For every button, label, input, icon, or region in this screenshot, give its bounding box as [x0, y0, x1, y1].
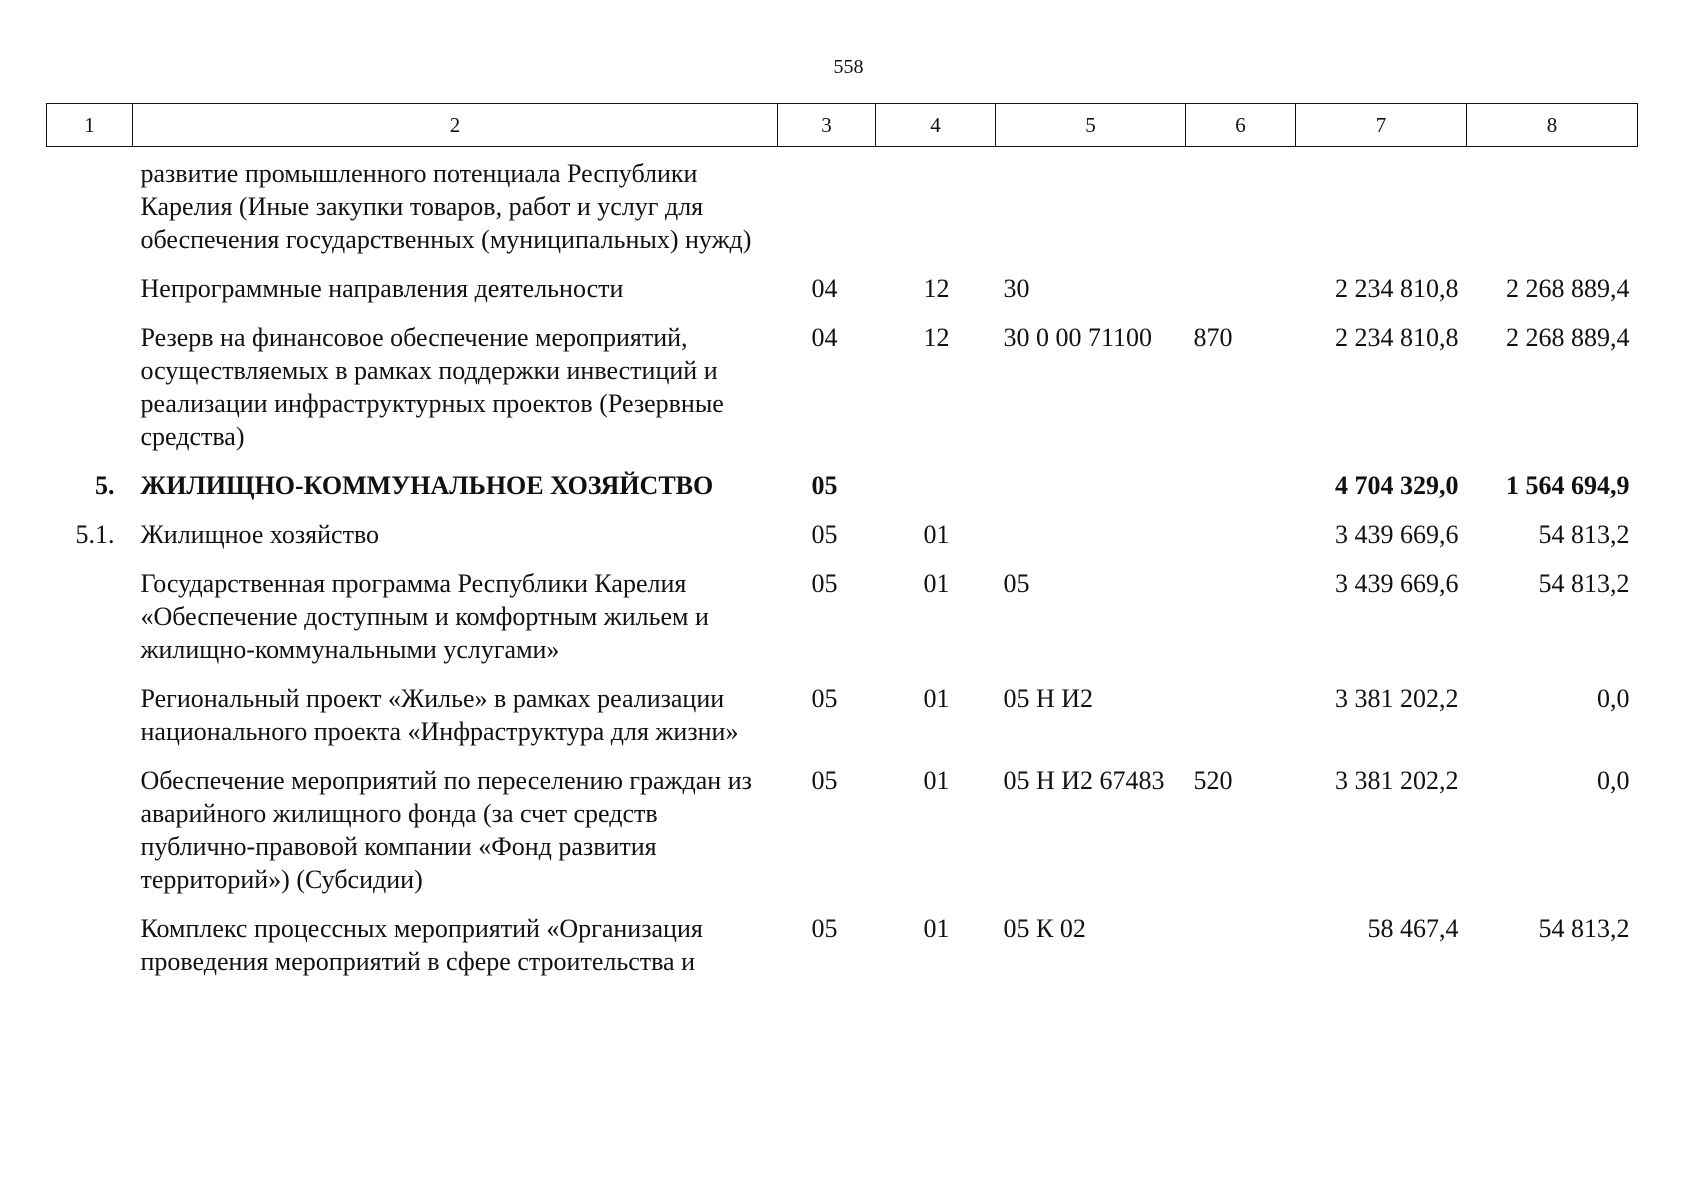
section-code-cell: 05	[811, 684, 838, 713]
expense-type-cell: 520	[1193, 766, 1233, 795]
column-header: 8	[1467, 104, 1638, 147]
table-row	[47, 567, 1638, 682]
row-number-cell	[47, 272, 133, 321]
amount-year1-cell	[1296, 147, 1467, 273]
table-row	[47, 272, 1638, 321]
expense-type-cell	[1186, 469, 1296, 518]
table-row	[47, 912, 1638, 994]
column-header: 7	[1296, 104, 1467, 147]
row-number-cell: 5.	[95, 471, 115, 500]
table-row	[47, 321, 1638, 469]
subsection-code-cell: 12	[923, 274, 950, 303]
target-article-cell: 05	[1003, 569, 1030, 598]
row-number-cell	[47, 912, 133, 994]
amount-year2-cell: 54 813,2	[1538, 569, 1630, 598]
table-row	[47, 682, 1638, 764]
amount-year2-cell	[1467, 147, 1638, 273]
amount-year2-cell: 1 564 694,9	[1506, 471, 1630, 500]
section-code-cell: 05	[811, 766, 838, 795]
expense-type-cell	[1186, 272, 1296, 321]
amount-year1-cell: 58 467,4	[1367, 914, 1459, 943]
amount-year2-cell: 2 268 889,4	[1506, 323, 1630, 352]
subsection-code-cell: 12	[923, 323, 950, 352]
subsection-code-cell: 01	[923, 914, 950, 943]
section-code-cell: 05	[811, 520, 838, 549]
amount-year2-cell: 0,0	[1597, 684, 1630, 713]
row-name-cell: Непрограммные направления деятельности	[140, 274, 624, 303]
target-article-cell	[996, 147, 1186, 273]
table-header-row	[47, 104, 1638, 147]
subsection-code-cell: 01	[923, 569, 950, 598]
expense-type-cell	[1186, 682, 1296, 764]
column-header: 1	[47, 104, 133, 147]
row-name-cell: Региональный проект «Жилье» в рамках реализации национального проекта «Инфраструктура для жизни»	[140, 684, 739, 746]
amount-year2-cell: 54 813,2	[1538, 914, 1630, 943]
target-article-cell: 05 Н И2 67483	[1003, 766, 1165, 795]
amount-year2-cell: 54 813,2	[1538, 520, 1630, 549]
amount-year2-cell: 0,0	[1597, 766, 1630, 795]
subsection-code-cell: 01	[923, 684, 950, 713]
row-name-cell: Государственная программа Республики Карелия «Обеспечение доступным и комфортным жильем и жилищно-коммунальными услугами»	[140, 569, 709, 664]
section-code-cell: 05	[811, 914, 838, 943]
row-number-cell	[47, 682, 133, 764]
subsection-code-cell: 01	[923, 766, 950, 795]
target-article-cell: 30 0 00 71100	[1003, 323, 1153, 352]
amount-year1-cell: 3 381 202,2	[1335, 766, 1459, 795]
page-number: 558	[833, 56, 864, 78]
amount-year2-cell: 2 268 889,4	[1506, 274, 1630, 303]
amount-year1-cell: 2 234 810,8	[1335, 323, 1459, 352]
budget-table	[46, 103, 1638, 994]
expense-type-cell	[1186, 147, 1296, 273]
column-header: 6	[1186, 104, 1296, 147]
table-row	[47, 147, 1638, 273]
row-name-cell: развитие промышленного потенциала Республики Карелия (Иные закупки товаров, работ и услуг для обеспечения государственных (муниципальных) нужд)	[140, 159, 752, 254]
subsection-code-cell	[876, 469, 996, 518]
target-article-cell	[996, 518, 1186, 567]
row-name-cell: Резерв на финансовое обеспечение мероприятий, осуществляемых в рамках поддержки инвестиций и реализации инфраструктурных проектов (Резервные средства)	[140, 323, 724, 451]
expense-type-cell	[1186, 567, 1296, 682]
column-header: 3	[778, 104, 876, 147]
section-code-cell: 04	[811, 274, 838, 303]
amount-year1-cell: 2 234 810,8	[1335, 274, 1459, 303]
column-header: 2	[133, 104, 778, 147]
row-name-cell: ЖИЛИЩНО-КОММУНАЛЬНОЕ ХОЗЯЙСТВО	[140, 471, 714, 500]
subsection-code-cell	[876, 147, 996, 273]
subsection-code-cell: 01	[923, 520, 950, 549]
row-name-cell: Жилищное хозяйство	[140, 520, 380, 549]
amount-year1-cell: 3 439 669,6	[1335, 520, 1459, 549]
row-number-cell	[47, 147, 133, 273]
row-name-cell: Комплекс процессных мероприятий «Организация проведения мероприятий в сфере строительства и	[140, 914, 703, 976]
section-code-cell: 04	[811, 323, 838, 352]
expense-type-cell: 870	[1193, 323, 1233, 352]
expense-type-cell	[1186, 518, 1296, 567]
row-number-cell: 5.1.	[75, 520, 115, 549]
amount-year1-cell: 3 439 669,6	[1335, 569, 1459, 598]
section-code-cell	[778, 147, 876, 273]
row-number-cell	[47, 321, 133, 469]
expense-type-cell	[1186, 912, 1296, 994]
target-article-cell: 05 Н И2	[1003, 684, 1094, 713]
section-code-cell: 05	[811, 471, 838, 500]
table-row	[47, 518, 1638, 567]
row-number-cell	[47, 764, 133, 912]
section-code-cell: 05	[811, 569, 838, 598]
table-row	[47, 469, 1638, 518]
target-article-cell	[996, 469, 1186, 518]
amount-year1-cell: 3 381 202,2	[1335, 684, 1459, 713]
column-header: 4	[876, 104, 996, 147]
column-header: 5	[996, 104, 1186, 147]
target-article-cell: 30	[1003, 274, 1030, 303]
table-row	[47, 764, 1638, 912]
row-name-cell: Обеспечение мероприятий по переселению граждан из аварийного жилищного фонда (за счет средств публично-правовой компании «Фонд развития территорий») (Субсидии)	[140, 766, 752, 894]
target-article-cell: 05 К 02	[1003, 914, 1086, 943]
row-number-cell	[47, 567, 133, 682]
amount-year1-cell: 4 704 329,0	[1335, 471, 1459, 500]
